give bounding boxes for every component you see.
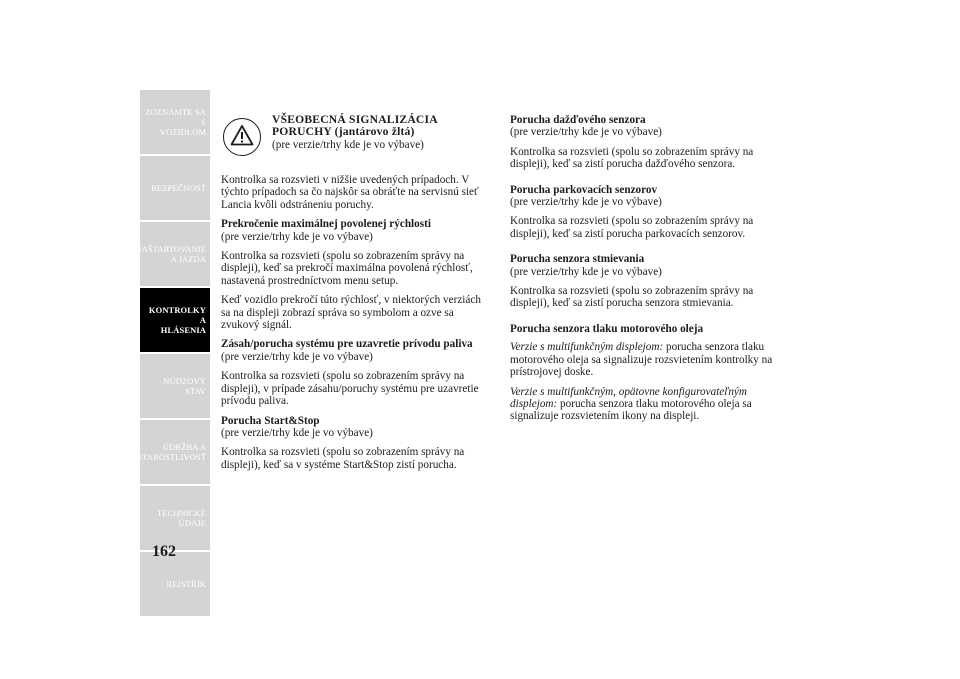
body-paragraph: Kontrolka sa rozsvieti (spolu so zobrazením správy na displeji), v prípade zásahu/poruchy systému pre uzavretie prívodu paliva.	[221, 370, 479, 408]
body-paragraph: Kontrolka sa rozsvieti (spolu so zobrazením správy na displeji), keď sa zistí porucha dažďového senzora.	[510, 145, 754, 171]
warning-subtitle: (pre verzie/trhy kde je vo výbave)	[272, 139, 424, 152]
body-paragraph: Kontrolka sa rozsvieti (spolu so zobrazením správy na displeji), keď sa zistí porucha senzora stmievania.	[510, 285, 754, 310]
section-title: Porucha senzora tlaku motorového oleja	[510, 322, 704, 335]
tab-nastartovanie-a-jazda[interactable]	[135, 222, 210, 286]
section-subtitle: (pre verzie/trhy kde je vo výbave)	[221, 426, 373, 439]
section-title: Porucha dažďového senzora	[510, 114, 646, 126]
tab-label: NAŠTARTOVANIE A JAZDA	[135, 244, 206, 264]
tab-rejstrik[interactable]	[140, 552, 210, 616]
section-subtitle: (pre verzie/trhy kde je vo výbave)	[510, 196, 662, 209]
left-column	[221, 114, 493, 478]
warning-triangle-icon	[223, 118, 261, 156]
version-label: Verzie s multifunkčným displejom:	[510, 341, 664, 354]
section-title: Prekročenie maximálnej povolenej rýchlosti	[221, 218, 431, 231]
warning-title-line1: VŠEOBECNÁ SIGNALIZÁCIA	[272, 113, 438, 126]
section-title: Zásah/porucha systému pre uzavretie prívodu paliva	[221, 338, 473, 351]
body-paragraph: Kontrolka sa rozsvieti (spolu so zobrazením správy na displeji), keď sa zistí porucha parkovacích senzorov.	[510, 215, 754, 240]
section-title: Porucha senzora stmievania	[510, 253, 645, 266]
tab-label: TECHNICKÉ ÚDAJE	[156, 508, 206, 528]
tab-label: REJSTŘÍK	[166, 579, 206, 589]
body-paragraph: Kontrolka sa rozsvieti (spolu so zobrazením správy na displeji), keď sa prekročí maximálna povolená rýchlosť, nastavená prostredníctvom menu setup.	[221, 250, 473, 287]
section-subtitle: (pre verzie/trhy kde je vo výbave)	[221, 230, 373, 243]
tab-label: BEZPEČNOSŤ	[151, 183, 206, 193]
section-subtitle: (pre verzie/trhy kde je vo výbave)	[510, 126, 662, 139]
warning-header	[221, 114, 493, 168]
version-text: porucha senzora tlaku motorového oleja sa signalizuje rozsvietením kontrolky na prístrojovej doske.	[510, 341, 773, 379]
tab-technicke-udaje[interactable]	[140, 486, 210, 550]
section-subtitle: (pre verzie/trhy kde je vo výbave)	[221, 350, 373, 363]
section-title: Porucha Start&Stop	[221, 414, 320, 427]
warning-triangle-icon-svg	[230, 124, 254, 148]
body-paragraph: Kontrolka sa rozsvieti (spolu so zobrazením správy na displeji), keď sa v systéme Start&Stop zistí porucha.	[221, 446, 465, 471]
warning-title-block	[272, 114, 492, 152]
version-label: Verzie s multifunkčným, opätovne konfigurovateľným displejom:	[510, 385, 747, 410]
body-paragraph: Keď vozidlo prekročí túto rýchlosť, v niektorých verziách sa na displeji zobrazí správa so symbolom a ozve sa zvukový signál.	[221, 294, 481, 332]
version-text: porucha senzora tlaku motorového oleja sa signalizuje rozsvietením ikony na displeji.	[510, 397, 752, 423]
intro-paragraph: Kontrolka sa rozsvieti v nižšie uvedených prípadoch. V týchto prípadoch sa čo najskôr sa obráťte na servisnú sieť Lancia kvôli odstráneniu poruchy.	[221, 174, 479, 211]
body-paragraph	[510, 341, 782, 378]
body-paragraph	[510, 386, 782, 423]
tab-kontrolky-a-hlasenia[interactable]	[140, 288, 210, 352]
tab-udrzba-a-starostlivost[interactable]	[137, 420, 210, 484]
tab-label: ZOZNÁMTE SA S VOZIDLOM	[145, 107, 206, 137]
tab-label: ÚDRŽBA A STAROSTLIVOSŤ	[137, 442, 206, 462]
page-number: 162	[152, 543, 176, 560]
warning-title-line2: PORUCHY (jantárovo žltá)	[272, 124, 415, 138]
tab-bezpecnost[interactable]	[140, 156, 210, 220]
section-subtitle: (pre verzie/trhy kde je vo výbave)	[510, 265, 662, 278]
tab-label: KONTROLKY A HLÁSENIA	[148, 305, 206, 335]
right-column	[510, 114, 782, 430]
tab-nudzovy-stav[interactable]	[140, 354, 210, 418]
tab-label: NÚDZOVÝ STAV	[163, 376, 206, 396]
tab-zoznamte-sa-s-vozidlom[interactable]	[140, 90, 210, 154]
section-title: Porucha parkovacích senzorov	[510, 183, 658, 196]
